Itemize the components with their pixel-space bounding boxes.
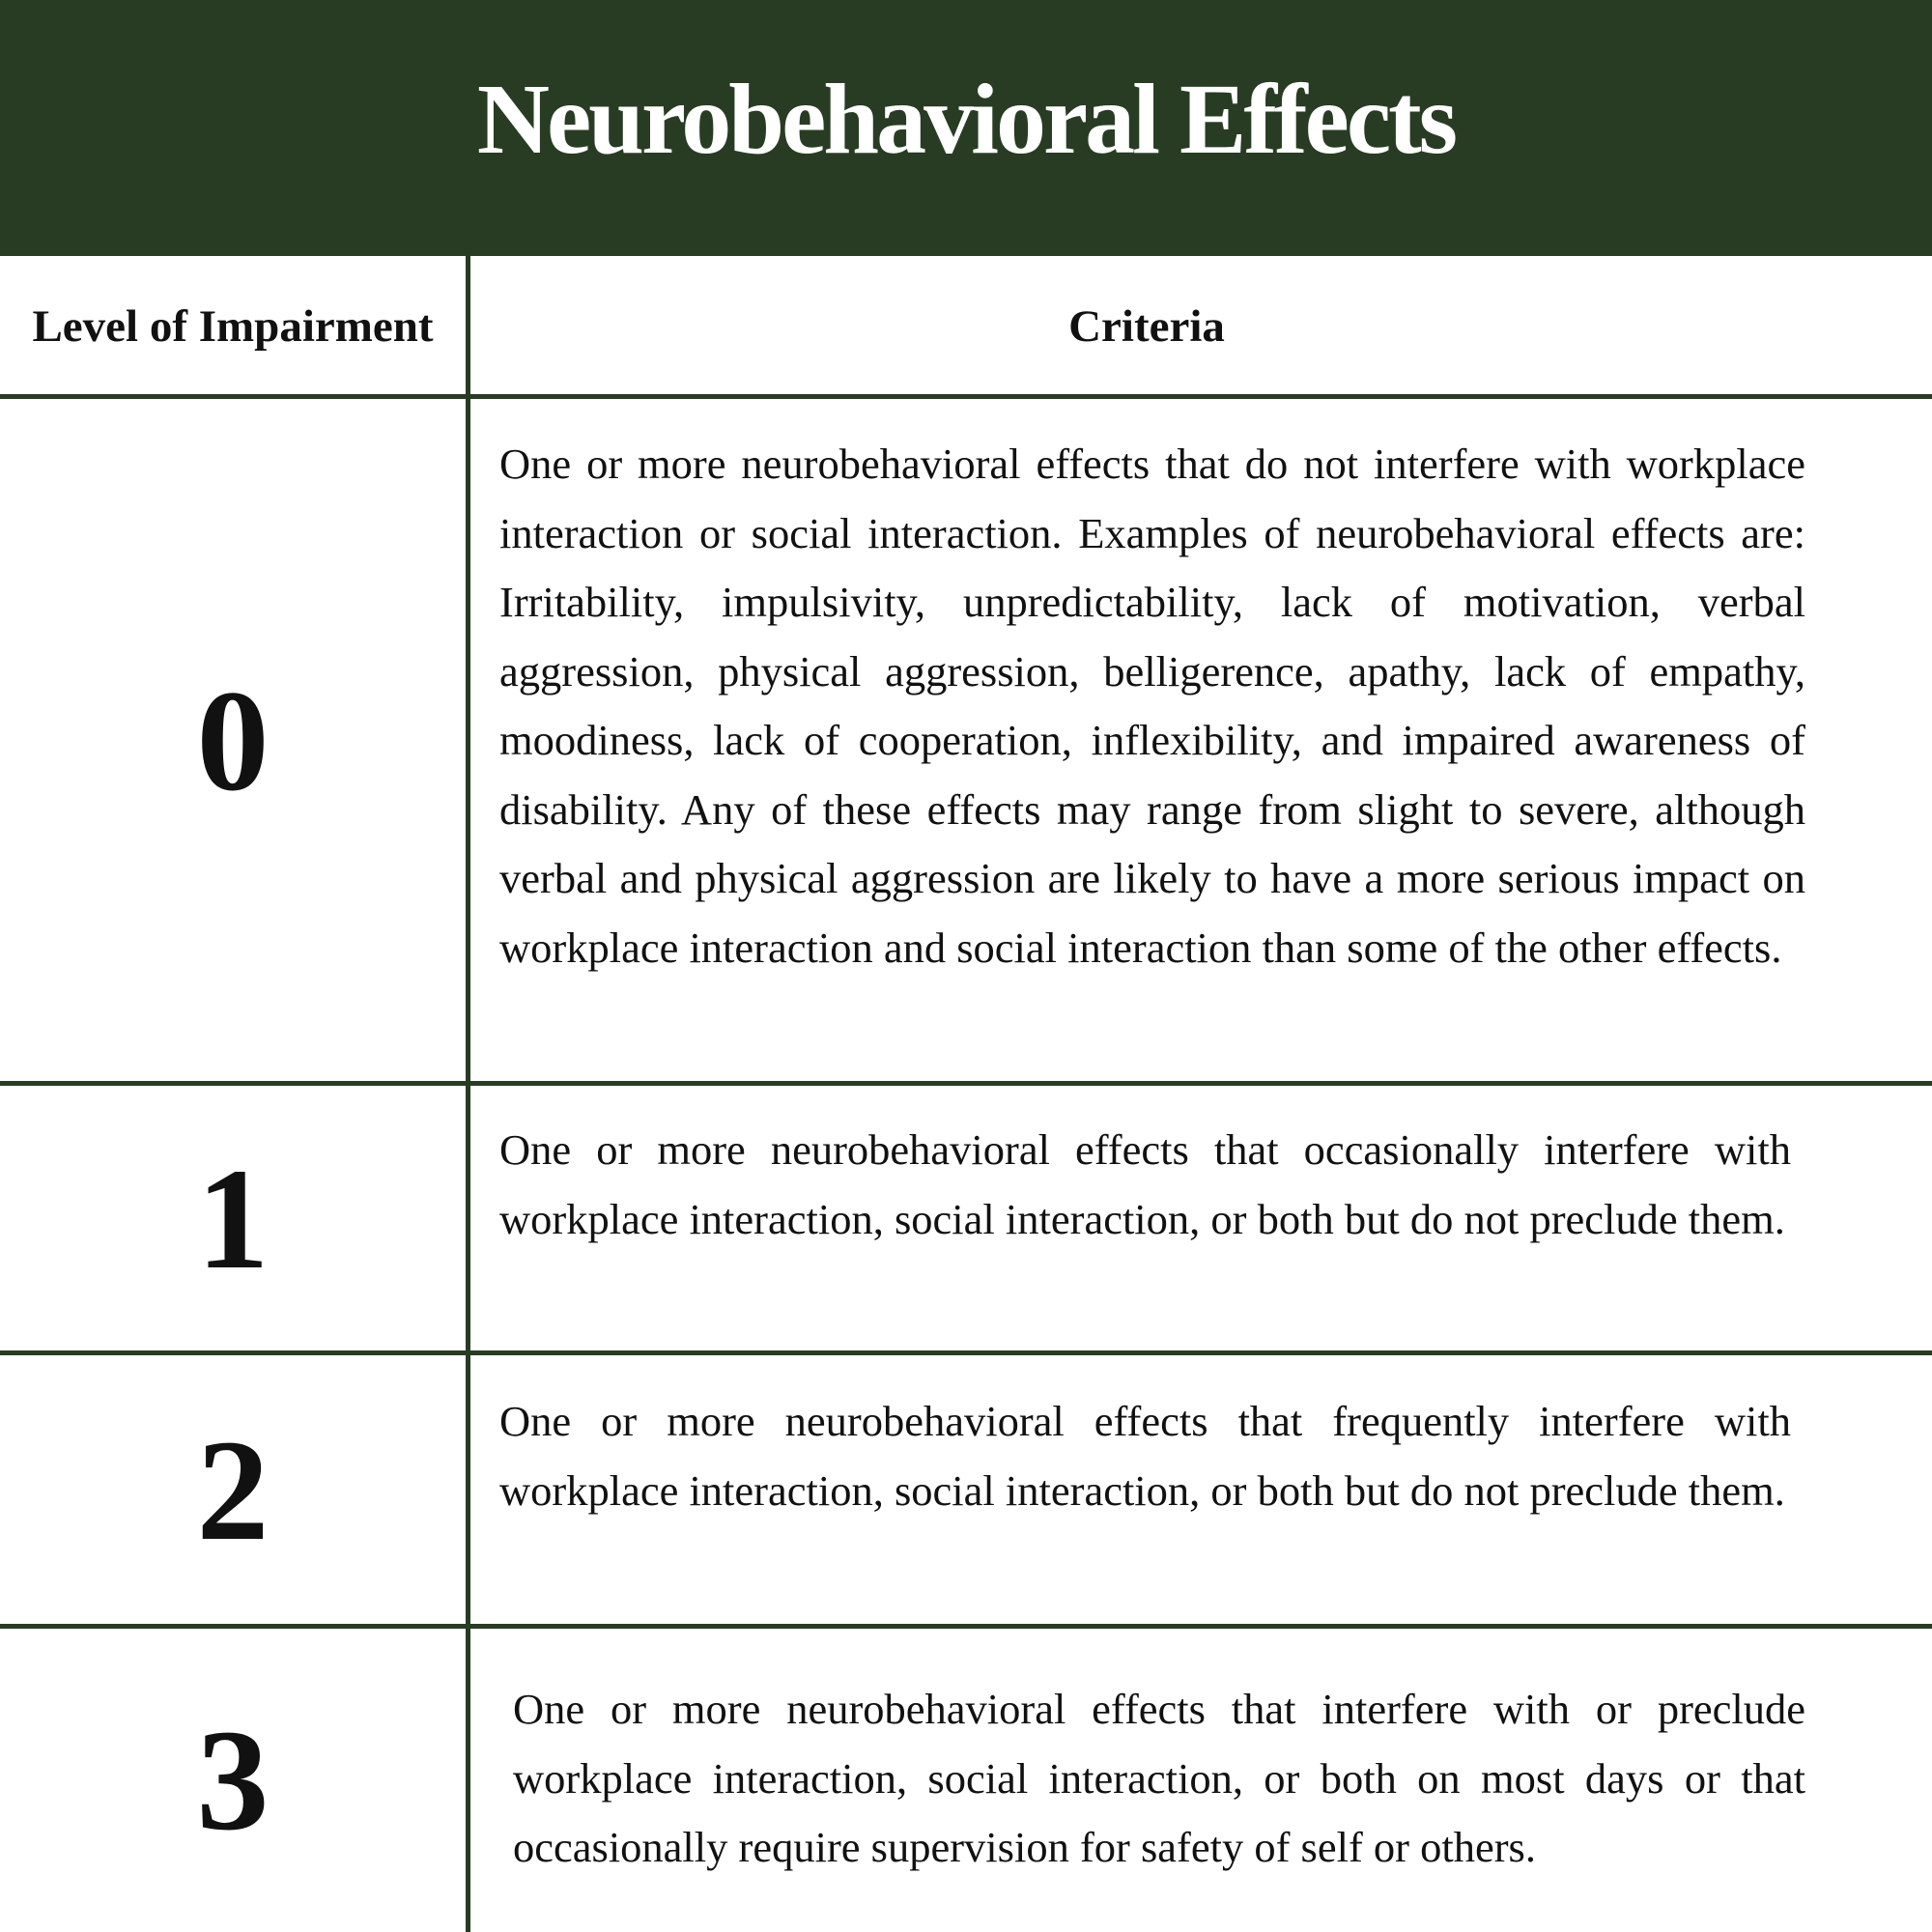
page-title: Neurobehavioral Effects <box>476 64 1456 175</box>
criteria-cell-0: One or more neurobehavioral effects that do not interfere with workplace interaction or social interaction. Examples of neurobehavioral effects are: Irritability, impulsivity, unpredictability, lack of motivation, verbal aggression, physical aggression, belligerence, apathy, lack of empathy, moodiness, lack of cooperation, inflexibility, and impaired awareness of disability. Any of these effects may range from slight to severe, although verbal and physical aggression are likely to have a more serious impact on workplace interaction and social interaction than some of the other effects. <box>499 440 1805 972</box>
level-cell-1 <box>0 1086 466 1351</box>
level-cell-3 <box>0 1629 466 1932</box>
criteria-cell-1: One or more neurobehavioral effects that occasionally interfere with workplace interaction, social interaction, or both but do not preclude them. <box>499 1125 1791 1243</box>
title-banner <box>0 0 1932 256</box>
level-number: 0 <box>196 660 270 821</box>
level-number: 1 <box>196 1138 270 1299</box>
level-number: 3 <box>196 1700 270 1861</box>
level-number: 2 <box>196 1410 270 1571</box>
criteria-cell-3: One or more neurobehavioral effects that interfere with or preclude workplace interaction, social interaction, or both on most days or that occasionally require supervision for safety of self or others. <box>513 1685 1805 1871</box>
column-header-criteria: Criteria <box>1068 300 1225 352</box>
level-cell-2 <box>0 1355 466 1626</box>
column-divider <box>466 256 470 1932</box>
criteria-cell-2: One or more neurobehavioral effects that frequently interfere with workplace interaction, social interaction, or both but do not preclude them. <box>499 1397 1791 1515</box>
level-cell-0 <box>0 399 466 1082</box>
column-header-level: Level of Impairment <box>32 300 434 352</box>
